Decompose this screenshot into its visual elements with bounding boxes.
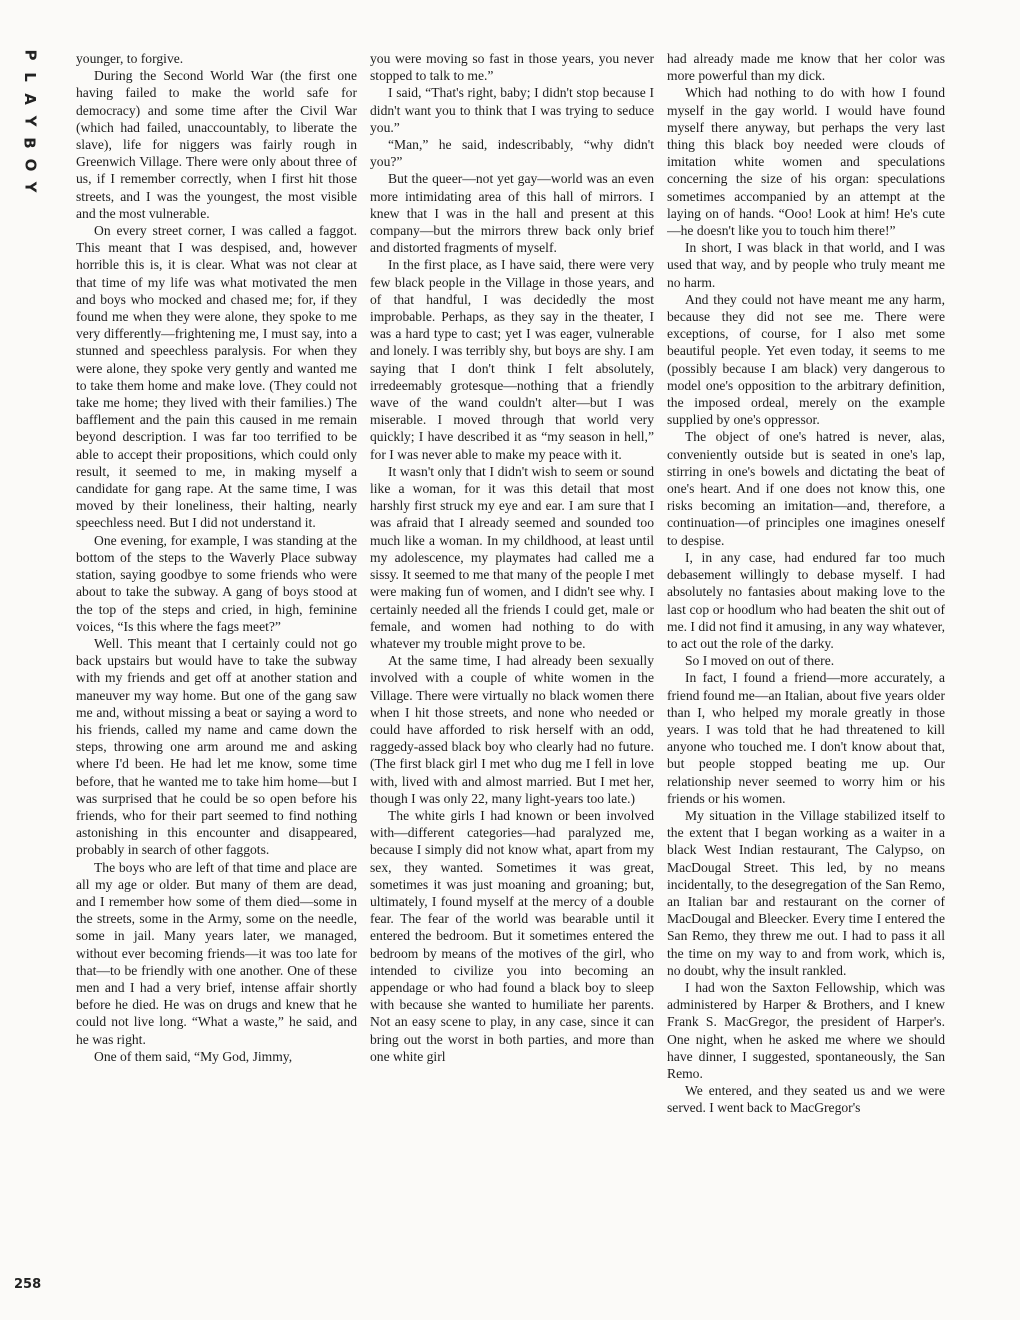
paragraph: And they could not have meant me any harm, because they did not see me. There were exceptions, of course, for I also met some beautiful people. Yet even today, it seems to me (possibly because I am black) very dangerous to model one's opposition to the arbitrary definition, the imposed ordeal, merely on the example supplied by one's oppressor. <box>667 291 945 428</box>
masthead-letter: B <box>21 137 39 149</box>
masthead-letter: A <box>20 93 39 105</box>
text-column-1 <box>76 50 357 1300</box>
paragraph: The boys who are left of that time and place are all my age or older. But many of them are dead, and I remember how some of them died—some in the streets, some in the Army, some on the needle, some in jail. Many years later, we managed, without ever becoming friends—it was too late for that—to be friendly with one another. One of these men and I had a very brief, intense affair shortly before he died. He was on drugs and knew that he could not live long. “What a waste,” he said, and he was right. <box>76 859 357 1047</box>
masthead-letter: O <box>20 158 39 172</box>
paragraph: But the queer—not yet gay—world was an even more intimidating area of this hall of mirrors. I knew that I was in the hall and present at this company—but the mirrors threw back only brief and distorted fragments of myself. <box>370 171 654 256</box>
paragraph: you were moving so fast in those years, you never stopped to talk to me.” <box>370 51 654 84</box>
paragraph: younger, to forgive. <box>76 51 184 66</box>
paragraph: had already made me know that her color was more powerful than my dick. <box>667 51 945 84</box>
paragraph: So I moved on out of there. <box>685 653 835 669</box>
page-number: 258 <box>14 1277 42 1292</box>
paragraph: In fact, I found a friend—more accurately, a friend found me—an Italian, about five years older than I, who helped my morale greatly in those years. I was told that he had threatened to kill anyone who touched me. I don't know about that, but people stopped beating me up. Our relationship never seemed to worry him or his friends or his women. <box>667 670 945 806</box>
paragraph: I said, “That's right, baby; I didn't stop because I didn't want you to think that I was trying to seduce you.” <box>370 85 654 135</box>
paragraph: In short, I was black in that world, and I was used that way, and by people who truly meant me no harm. <box>667 240 945 290</box>
paragraph: At the same time, I had already been sexually involved with a couple of white women in the Village. There were virtually no black women there when I hit those streets, and none who needed or could have afforded to risk herself with an odd, raggedy-assed black boy who clearly had no future. (The first black girl I met who dug me I fell in love with, lived with and almost married. But I met her, though I was only 22, many light-years too late.) <box>370 653 654 806</box>
paragraph: One of them said, “My God, Jimmy, <box>94 1048 293 1064</box>
paragraph: My situation in the Village stabilized itself to the extent that I began working as a waiter in a black West Indian restaurant, The Calypso, on MacDougal Street. This led, by no means incidentally, to the desegregation of the San Remo, an Italian bar and restaurant on the corner of MacDougal and Bleecker. Every time I entered the San Remo, they threw me out. I had to pass it all the time on my way to and from work, which is, no doubt, why the insult rankled. <box>667 807 945 978</box>
paragraph: Which had nothing to do with how I found myself in the gay world. I would have found myself there anyway, but perhaps the very last thing this black boy needed were clouds of imitation white women and speculations concerning the size of his organ: speculations sometimes accompanied by an attempt at the laying on of hands. “Ooo! Look at him! He's cute—he doesn't like you to touch him there!” <box>667 85 945 239</box>
paragraph: In the first place, as I have said, there were very few black people in the Village in those years, and of that handful, I was decidedly the most improbable. Perhaps, as they say in the theater, I was a hard type to cast; yet I was eager, vulnerable and lonely. I was terribly shy, but boys are shy. I am saying that I don't think I felt absolutely, irredeemably grotesque—nothing that a friendly wave of the wand couldn't alter—but I was miserable. I moved through that world very quickly; I have described it as “my season in hell,” for I was never able to make my peace with it. <box>370 257 654 462</box>
magazine-masthead <box>20 44 40 198</box>
paragraph: “Man,” he said, indescribably, “why didn't you?” <box>370 137 654 170</box>
paragraph: Well. This meant that I certainly could not go back upstairs but would have to take the subway with my friends and get off at another station and maneuver my way home. But one of the gang saw me and, without missing a beat or saying a word to his friends, called my name and came down the steps, throwing one arm around me and asking where I'd been. He had let me know, some time before, that he wanted me to take him home—but I was surprised that he could be so open before his friends, who for their part seemed to find nothing astonishing in this encounter and disappeared, probably in search of other faggots. <box>76 635 357 858</box>
paragraph: One evening, for example, I was standing at the bottom of the steps to the Waverly Place subway station, saying goodbye to some friends who were about to take the subway. A gang of boys stood at the top of the steps and cried, in high, feminine voices, “Is this where the fags meet?” <box>76 532 357 634</box>
masthead-letter: Y <box>21 115 39 127</box>
paragraph: I, in any case, had endured far too much debasement willingly to debase myself. I had absolutely no fantasies about making love to the last cop or hoodlum who had beaten the shit out of me. I did not find it amusing, in any way whatever, to act out the role of the darky. <box>667 549 945 651</box>
paragraph: During the Second World War (the first one having failed to make the world safe for democracy) and some time after the Civil War (which had failed, unaccountably, to liberate the slave), life for niggers was fairly rough in Greenwich Village. There were only about three of us, if I remember correctly, when I first hit those streets, and I was the youngest, the most visible and the most vulnerable. <box>76 68 357 221</box>
text-column-3 <box>667 50 945 1300</box>
paragraph: The white girls I had known or been involved with—different categories—had paralyzed me, because I simply did not know what, apart from my sex, they wanted. Sometimes it was great, sometimes it was just moaning and groaning; but, ultimately, I found myself at the mercy of a double fear. The fear of the world was bearable until it entered the bedroom. But it sometimes entered the bedroom by means of the motives of the girl, who intended to civilize you into becoming an appendage or who had found a black boy to sleep with because she wanted to humiliate her parents. Not an easy scene to play, in any case, since it can bring out the worst in both parties, and more than one white girl <box>370 807 654 1064</box>
paragraph: I had won the Saxton Fellowship, which was administered by Harper & Brothers, and I knew Frank S. MacGregor, the president of Harper's. One night, when he asked me where we should have dinner, I suggested, spontaneously, the San Remo. <box>667 979 945 1081</box>
text-column-2 <box>370 50 654 1300</box>
paragraph: On every street corner, I was called a faggot. This meant that I was despised, and, however horrible this is, it is clear. What was not clear at that time of my life was what motivated the men and boys who mocked and chased me; for, if they found me when they were alone, they spoke to me very differently—frightening me, I must say, into a stunned and speechless paralysis. For when they were alone, they spoke very gently and wanted me to take them home and make love. (They could not take me home; they lived with their families.) The bafflement and the pain this caused in me remain beyond description. I was far too terrified to be able to accept their propositions, which could only result, it seemed to me, in making myself a candidate for gang rape. At the same time, I was moved by their loneliness, their halting, nearly speechless need. But I did not understand it. <box>76 223 357 531</box>
masthead-letter: L <box>21 72 39 82</box>
masthead-letter: P <box>21 49 39 61</box>
paragraph: It wasn't only that I didn't wish to seem or sound like a woman, for it was this detail that most harshly first struck my eye and ear. I am sure that I was afraid that I already seemed and sounded too much like a woman. In my childhood, at least until my adolescence, my playmates had called me a sissy. It seemed to me that many of the people I met were making fun of women, and I didn't see why. I certainly needed all the friends I could get, male or female, and women had nothing to do with whatever my trouble might prove to be. <box>370 463 654 651</box>
paragraph: We entered, and they seated us and we were served. I went back to MacGregor's <box>667 1083 945 1116</box>
paragraph: The object of one's hatred is never, alas, conveniently outside but is seated in one's lap, stirring in one's bowels and dictating the beat of one's heart. And if one does not know this, one risks becoming an imitation—and, therefore, a continuation—of principles one imagines oneself to despise. <box>667 429 945 548</box>
masthead-letter: Y <box>21 181 39 193</box>
